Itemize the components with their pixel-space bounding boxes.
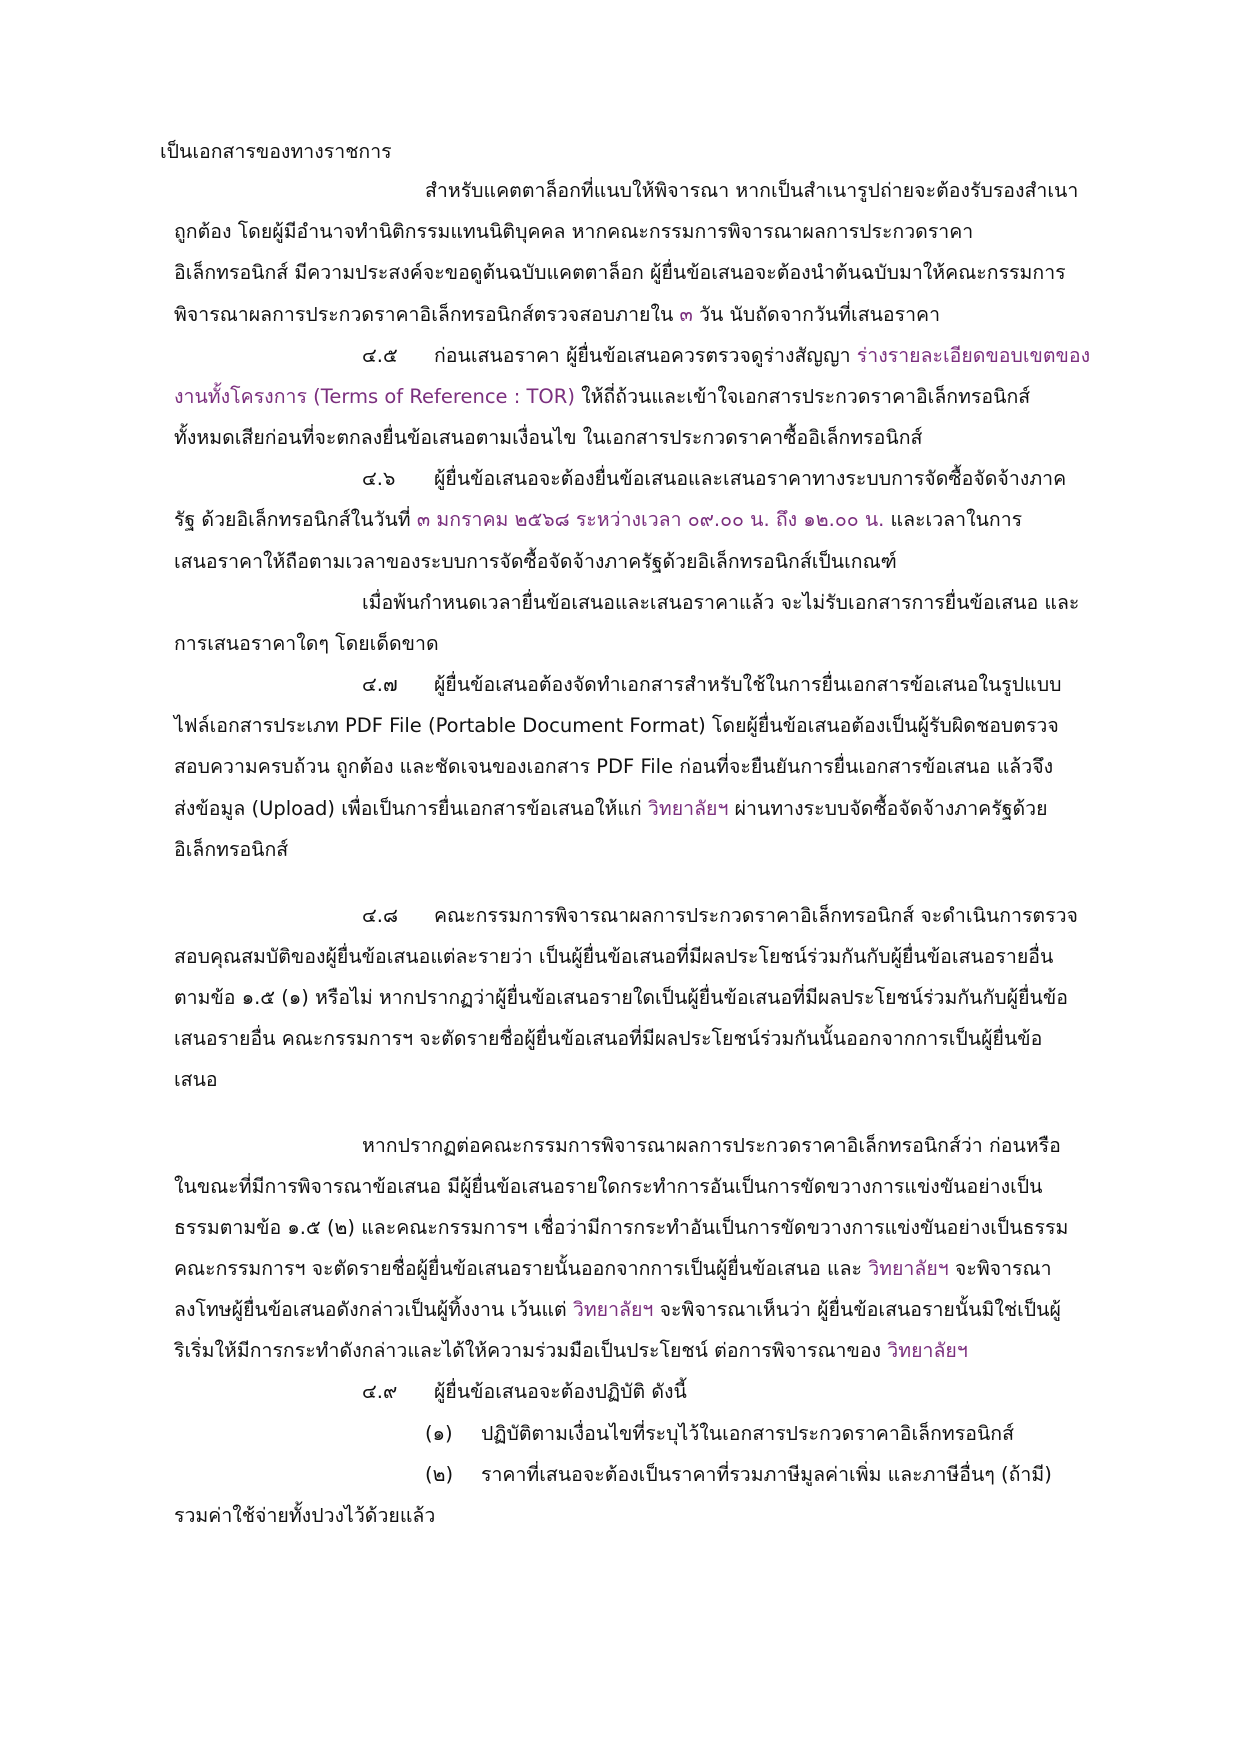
text-span: วัน นับถัดจากวันที่เสนอราคา: [692, 303, 941, 326]
text-span: เสนอรายอื่น คณะกรรมการฯ จะตัดรายชื่อผู้ยื่นข้อเสนอที่มีผลประโยชน์ร่วมกันนั้นออกจากการเป็นผู้ยื่นข้อ: [174, 1027, 1043, 1050]
text-line: [174, 383, 1030, 411]
highlighted-text: วิทยาลัยฯ: [647, 797, 729, 820]
text-span: ผู้ยื่นข้อเสนอจะต้องปฏิบัติ ดังนี้: [434, 1380, 687, 1403]
text-span: จะพิจารณา: [948, 1257, 1052, 1280]
text-line: [174, 218, 973, 246]
clause-4-7: [362, 671, 1061, 699]
text-span: ให้ถี่ถ้วนและเข้าใจเอกสารประกวดราคาอิเล็กทรอนิกส์: [574, 385, 1031, 408]
clause-4-9: [362, 1378, 687, 1406]
text-span: ก่อนเสนอราคา ผู้ยื่นข้อเสนอควรตรวจดูร่างสัญญา: [434, 344, 857, 367]
subclause-number: (๒): [425, 1463, 454, 1486]
text-span: ไฟล์เอกสารประเภท PDF File (Portable Document Format) โดยผู้ยื่นข้อเสนอต้องเป็นผู้รับผิดชอบตรวจ: [174, 714, 1059, 737]
text-line: [174, 259, 1066, 287]
text-line: [174, 424, 922, 452]
text-line: [174, 548, 897, 576]
text-line: [174, 836, 288, 864]
text-span: รวมค่าใช้จ่ายทั้งปวงไว้ด้วยแล้ว: [174, 1504, 436, 1527]
text-line: [174, 753, 1053, 781]
text-span: ปฏิบัติตามเงื่อนไขที่ระบุไว้ในเอกสารประกวดราคาอิเล็กทรอนิกส์: [481, 1422, 1015, 1445]
text-line: [174, 1337, 968, 1365]
highlighted-text: ๓ มกราคม ๒๕๖๘ ระหว่างเวลา ๐๙.๐๐ น. ถึง ๑๒.๐๐ น.: [416, 508, 885, 531]
text-span: อิเล็กทรอนิกส์: [174, 838, 289, 861]
clause-number: ๔.๘: [362, 904, 399, 927]
highlighted-text: ร่างรายละเอียดขอบเขตของ: [856, 344, 1091, 367]
text-span: ลงโทษผู้ยื่นข้อเสนอดังกล่าวเป็นผู้ทิ้งงาน เว้นแต่: [174, 1298, 573, 1321]
clause-number: ๔.๖: [362, 467, 396, 490]
text-line: [174, 712, 1059, 740]
clause-4-6: [362, 465, 1066, 493]
text-span: ทั้งหมดเสียก่อนที่จะตกลงยื่นข้อเสนอตามเงื่อนไข ในเอกสารประกวดราคาซื้ออิเล็กทรอนิกส์: [174, 426, 923, 449]
text-line: [174, 1502, 435, 1530]
text-span: คณะกรรมการฯ จะตัดรายชื่อผู้ยื่นข้อเสนอรายนั้นออกจากการเป็นผู้ยื่นข้อเสนอ และ: [174, 1257, 869, 1280]
text-span: ราคาที่เสนอจะต้องเป็นราคาที่รวมภาษีมูลค่าเพิ่ม และภาษีอื่นๆ (ถ้ามี): [481, 1463, 1052, 1486]
highlighted-text: ๓: [679, 303, 693, 326]
text-span: คณะกรรมการพิจารณาผลการประกวดราคาอิเล็กทรอนิกส์ จะดำเนินการตรวจ: [434, 904, 1078, 927]
text-span: ผู้ยื่นข้อเสนอต้องจัดทำเอกสารสำหรับใช้ในการยื่นเอกสารข้อเสนอในรูปแบบ: [434, 673, 1062, 696]
text-span: จะพิจารณาเห็นว่า ผู้ยื่นข้อเสนอรายนั้นมิใช่เป็นผู้: [653, 1298, 1061, 1321]
subclause-1: [425, 1420, 1014, 1448]
text-span: พิจารณาผลการประกวดราคาอิเล็กทรอนิกส์ตรวจสอบภายใน: [174, 303, 680, 326]
clause-number: ๔.๙: [362, 1380, 398, 1403]
highlighted-text: งานทั้งโครงการ (Terms of Reference : TOR): [174, 385, 575, 408]
text-line: [174, 1214, 1068, 1242]
text-span: ส่งข้อมูล (Upload) เพื่อเป็นการยื่นเอกสารข้อเสนอให้แก่: [174, 797, 648, 820]
text-span: เสนอ: [174, 1068, 218, 1091]
highlighted-text: วิทยาลัยฯ: [887, 1339, 968, 1362]
subclause-number: (๑): [425, 1422, 453, 1445]
clause-number: ๔.๗: [362, 673, 398, 696]
text-span: เสนอราคาให้ถือตามเวลาของระบบการจัดซื้อจัดจ้างภาครัฐด้วยอิเล็กทรอนิกส์เป็นเกณฑ์: [174, 550, 897, 573]
text-line: [174, 1255, 1052, 1283]
text-line: [174, 630, 439, 658]
text-line: [174, 1025, 1042, 1053]
text-span: หากปรากฏต่อคณะกรรมการพิจารณาผลการประกวดราคาอิเล็กทรอนิกส์ว่า ก่อนหรือ: [362, 1134, 1061, 1157]
text-line: [362, 1132, 1061, 1160]
text-line: [174, 301, 940, 329]
text-span: เป็นเอกสารของทางราชการ: [160, 140, 392, 163]
clause-4-8: [362, 902, 1078, 930]
text-span: สอบความครบถ้วน ถูกต้อง และชัดเจนของเอกสาร PDF File ก่อนที่จะยืนยันการยื่นเอกสารข้อเสนอ แล้วจึง: [174, 755, 1054, 778]
text-line: [362, 589, 1079, 617]
text-span: เมื่อพ้นกำหนดเวลายื่นข้อเสนอและเสนอราคาแล้ว จะไม่รับเอกสารการยื่นข้อเสนอ และ: [362, 591, 1080, 614]
text-span: ถูกต้อง โดยผู้มีอำนาจทำนิติกรรมแทนนิติบุคคล หากคณะกรรมการพิจารณาผลการประกวดราคา: [174, 220, 974, 243]
text-span: ผู้ยื่นข้อเสนอจะต้องยื่นข้อเสนอและเสนอราคาทางระบบการจัดซื้อจัดจ้างภาค: [434, 467, 1067, 490]
clause-number: ๔.๕: [362, 344, 398, 367]
text-span: ริเริ่มให้มีการกระทำดังกล่าวและได้ให้ความร่วมมือเป็นประโยชน์ ต่อการพิจารณาของ: [174, 1339, 888, 1362]
text-span: การเสนอราคาใดๆ โดยเด็ดขาด: [174, 632, 439, 655]
text-line: [174, 984, 1068, 1012]
clause-4-5: [362, 342, 1090, 370]
text-span: อิเล็กทรอนิกส์ มีความประสงค์จะขอดูต้นฉบับแคตตาล็อก ผู้ยื่นข้อเสนอจะต้องนำต้นฉบับมาให้คณะกรรมการ: [174, 261, 1066, 284]
text-line: [174, 506, 1022, 534]
text-span: สอบคุณสมบัติของผู้ยื่นข้อเสนอแต่ละรายว่า เป็นผู้ยื่นข้อเสนอที่มีผลประโยชน์ร่วมกันกับผู้ยื่นข้อเสนอรายอื่น: [174, 945, 1054, 968]
text-line: [174, 1173, 1042, 1201]
text-span: และเวลาในการ: [884, 508, 1023, 531]
highlighted-text: วิทยาลัยฯ: [572, 1298, 654, 1321]
text-span: ในขณะที่มีการพิจารณาข้อเสนอ มีผู้ยื่นข้อเสนอรายใดกระทำการอันเป็นการขัดขวางการแข่งขันอย่างเป็น: [174, 1175, 1043, 1198]
text-span: รัฐ ด้วยอิเล็กทรอนิกส์ในวันที่: [174, 508, 417, 531]
text-span: ผ่านทางระบบจัดซื้อจัดจ้างภาครัฐด้วย: [728, 797, 1048, 820]
text-line: [174, 795, 1048, 823]
text-span: ธรรมตามข้อ ๑.๕ (๒) และคณะกรรมการฯ เชื่อว่ามีการกระทำอันเป็นการขัดขวางการแข่งขันอย่างเป็นธรรม: [174, 1216, 1069, 1239]
text-span: สำหรับแคตตาล็อกที่แนบให้พิจารณา หากเป็นสำเนารูปถ่ายจะต้องรับรองสำเนา: [425, 179, 1079, 202]
text-line: [174, 943, 1053, 971]
text-line: [425, 177, 1078, 205]
text-span: ตามข้อ ๑.๕ (๑) หรือไม่ หากปรากฏว่าผู้ยื่นข้อเสนอรายใดเป็นผู้ยื่นข้อเสนอที่มีผลประโยชน์ร่วมกันกับผู้ยื่นข้อ: [174, 986, 1068, 1009]
text-line: [174, 1066, 218, 1094]
text-line: [174, 1296, 1061, 1324]
highlighted-text: วิทยาลัยฯ: [868, 1257, 949, 1280]
subclause-2: [425, 1461, 1052, 1489]
text-line: [160, 138, 392, 166]
